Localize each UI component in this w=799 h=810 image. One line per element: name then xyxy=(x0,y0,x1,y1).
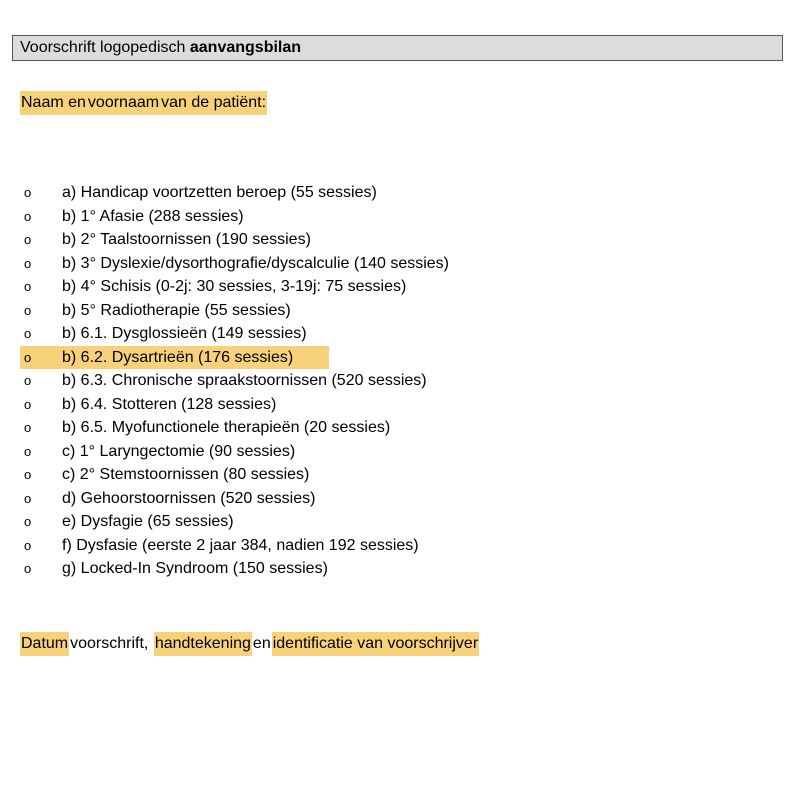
bullet-icon: o xyxy=(24,302,32,318)
list-item xyxy=(20,557,740,581)
bullet-icon: o xyxy=(24,279,32,294)
bullet-icon: o xyxy=(24,537,32,553)
list-item xyxy=(20,299,740,323)
bullet-icon: o xyxy=(24,185,32,200)
list-item xyxy=(20,346,329,370)
list-item-label: c) 2° Stemstoornissen (80 sessies) xyxy=(62,466,310,483)
list-item-label: b) 4° Schisis (0-2j: 30 sessies, 3-19j: 75 sessies) xyxy=(62,278,407,295)
list-item xyxy=(20,205,740,229)
title-bold: aanvangsbilan xyxy=(189,39,302,56)
bullet-icon: o xyxy=(24,208,32,224)
patient-label-part-3: van de patiënt: xyxy=(160,91,267,115)
bullet-icon: o xyxy=(24,396,32,412)
form-title xyxy=(12,35,783,61)
list-item xyxy=(20,416,740,440)
list-item-label: b) 6.3. Chronische spraakstoornissen (520 sessies) xyxy=(62,372,427,389)
list-item xyxy=(20,369,740,393)
prescriber-signature-label xyxy=(20,632,479,656)
list-item-label: f) Dysfasie (eerste 2 jaar 384, nadien 192 sessies) xyxy=(62,536,419,554)
patient-label-part-2: voornaam xyxy=(87,91,160,115)
bullet-icon: o xyxy=(24,232,32,247)
bullet-icon: o xyxy=(24,514,32,529)
list-item-label: e) Dysfagie (65 sessies) xyxy=(62,513,234,530)
list-item xyxy=(20,440,740,464)
list-item xyxy=(20,181,740,205)
footer-signature: handtekening xyxy=(154,632,252,656)
list-item xyxy=(20,534,740,558)
bullet-icon: o xyxy=(24,490,32,506)
list-item-label: g) Locked-In Syndroom (150 sessies) xyxy=(62,560,328,577)
list-item-label: d) Gehoorstoornissen (520 sessies) xyxy=(62,489,316,507)
list-item-label: b) 3° Dyslexie/dysorthografie/dyscalculie (140 sessies) xyxy=(62,254,450,272)
bullet-icon: o xyxy=(24,349,32,365)
list-item xyxy=(20,252,740,276)
list-item-label: b) 6.4. Stotteren (128 sessies) xyxy=(62,395,277,413)
list-item xyxy=(20,463,740,487)
footer-prescription: voorschrift, xyxy=(70,635,149,652)
bullet-icon: o xyxy=(24,373,32,388)
list-item xyxy=(20,393,740,417)
list-item xyxy=(20,487,740,511)
list-item xyxy=(20,275,740,299)
list-item xyxy=(20,510,740,534)
list-item-label: b) 2° Taalstoornissen (190 sessies) xyxy=(62,231,311,248)
list-item-label: b) 5° Radiotherapie (55 sessies) xyxy=(62,301,291,319)
list-item-label: b) 6.1. Dysglossieën (149 sessies) xyxy=(62,325,307,342)
bullet-icon: o xyxy=(24,443,32,459)
title-prefix: Voorschrift logopedisch xyxy=(20,39,190,56)
indication-list xyxy=(20,181,740,581)
footer-and: en xyxy=(252,635,271,652)
list-item-label: b) 1° Afasie (288 sessies) xyxy=(62,207,244,225)
list-item-label: a) Handicap voortzetten beroep (55 sessies) xyxy=(62,184,377,201)
list-item xyxy=(20,322,740,346)
bullet-icon: o xyxy=(24,326,32,341)
footer-identification: identificatie van voorschrijver xyxy=(272,632,479,656)
list-item-label: b) 6.5. Myofunctionele therapieën (20 sessies) xyxy=(62,419,391,436)
patient-label-part-1: Naam en xyxy=(20,91,87,115)
bullet-icon: o xyxy=(24,255,32,271)
footer-date: Datum xyxy=(20,632,69,656)
list-item-label: b) 6.2. Dysartrieën (176 sessies) xyxy=(62,348,294,366)
patient-name-label xyxy=(20,91,267,115)
bullet-icon: o xyxy=(24,561,32,576)
list-item-label: c) 1° Laryngectomie (90 sessies) xyxy=(62,442,296,460)
list-item xyxy=(20,228,740,252)
bullet-icon: o xyxy=(24,467,32,482)
bullet-icon: o xyxy=(24,420,32,435)
